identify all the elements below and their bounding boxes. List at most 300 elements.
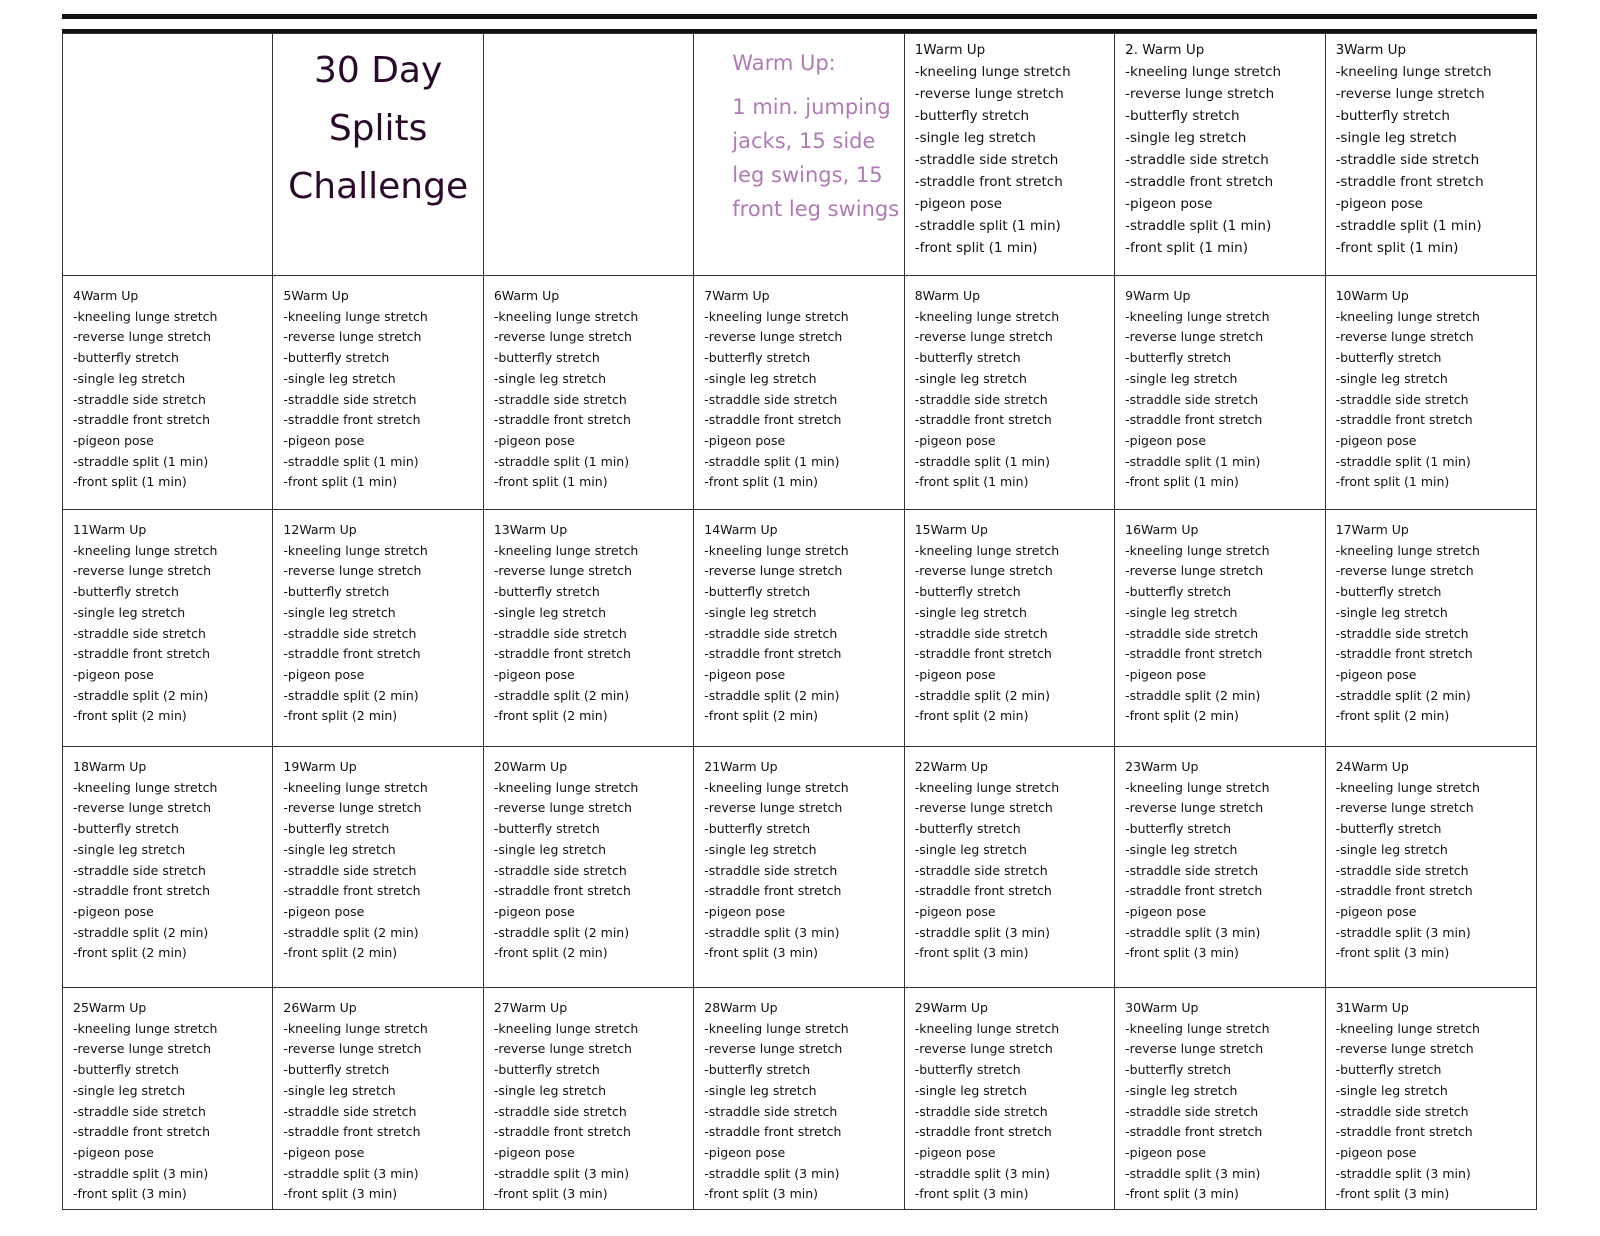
- day-cell: [63, 276, 273, 510]
- exercise-item: -single leg stretch: [73, 604, 186, 620]
- exercise-item: -straddle front stretch: [283, 1124, 421, 1140]
- exercise-item: -butterfly stretch: [1125, 584, 1232, 600]
- title-cell: [273, 34, 483, 276]
- exercise-item: -reverse lunge stretch: [1125, 329, 1264, 345]
- exercise-item: -butterfly stretch: [1125, 108, 1240, 124]
- warm-up-description: 1 min. jumping jacks, 15 side leg swings, 15 front leg swings: [732, 95, 900, 221]
- exercise-item: -kneeling lunge stretch: [1335, 542, 1480, 558]
- day-cell: [484, 988, 694, 1209]
- exercise-item: -pigeon pose: [493, 903, 575, 919]
- exercise-item: -straddle side stretch: [1335, 391, 1469, 407]
- exercise-item: -reverse lunge stretch: [283, 329, 422, 345]
- exercise-item: -straddle side stretch: [704, 1103, 838, 1119]
- exercise-item: -butterfly stretch: [73, 821, 179, 837]
- exercise-item: -front split (1 min): [1335, 240, 1459, 256]
- exercise-item: -reverse lunge stretch: [914, 329, 1053, 345]
- exercise-item: -straddle side stretch: [493, 625, 627, 641]
- day-label: 5Warm Up: [283, 288, 349, 303]
- day-cell: [1326, 34, 1536, 276]
- exercise-item: -kneeling lunge stretch: [704, 542, 849, 558]
- exercise-item: -straddle front stretch: [1125, 174, 1274, 190]
- exercise-item: -front split (1 min): [914, 474, 1029, 490]
- exercise-item: -straddle front stretch: [914, 174, 1063, 190]
- exercise-item: -straddle front stretch: [283, 883, 421, 899]
- day-cell: [694, 276, 904, 510]
- exercise-item: -butterfly stretch: [704, 350, 811, 366]
- exercise-item: -pigeon pose: [1125, 903, 1207, 919]
- day-label: 15Warm Up: [914, 522, 988, 537]
- calendar-grid: [62, 33, 1537, 1210]
- day-label: 20Warm Up: [493, 759, 568, 774]
- exercise-item: -reverse lunge stretch: [914, 86, 1064, 102]
- exercise-item: -butterfly stretch: [1125, 1062, 1232, 1078]
- exercise-item: -single leg stretch: [704, 841, 817, 857]
- exercise-item: -butterfly stretch: [73, 584, 179, 600]
- exercise-item: -butterfly stretch: [1335, 1062, 1442, 1078]
- exercise-item: -straddle split (2 min): [1335, 687, 1471, 703]
- exercise-item: -straddle split (2 min): [73, 924, 209, 940]
- exercise-item: -kneeling lunge stretch: [1125, 308, 1270, 324]
- exercise-item: -butterfly stretch: [73, 1062, 179, 1078]
- exercise-item: -single leg stretch: [283, 370, 396, 386]
- exercise-item: -front split (3 min): [914, 945, 1029, 961]
- day-label: 24Warm Up: [1335, 759, 1409, 774]
- day-label: 6Warm Up: [493, 288, 560, 303]
- exercise-item: -front split (1 min): [704, 474, 819, 490]
- day-label: 31Warm Up: [1335, 1000, 1409, 1015]
- exercise-item: -reverse lunge stretch: [283, 800, 422, 816]
- day-cell: [905, 34, 1115, 276]
- exercise-item: -pigeon pose: [73, 432, 154, 448]
- exercise-item: -straddle side stretch: [1335, 1103, 1469, 1119]
- day-label: 29Warm Up: [914, 1000, 988, 1015]
- exercise-item: -butterfly stretch: [1125, 821, 1232, 837]
- exercise-item: -kneeling lunge stretch: [1335, 1020, 1480, 1036]
- exercise-item: -butterfly stretch: [493, 350, 600, 366]
- exercise-item: -butterfly stretch: [1335, 108, 1450, 124]
- exercise-item: -pigeon pose: [704, 666, 786, 682]
- exercise-item: -straddle front stretch: [704, 883, 842, 899]
- exercise-item: -reverse lunge stretch: [1335, 86, 1485, 102]
- exercise-item: -straddle front stretch: [1335, 174, 1484, 190]
- exercise-item: -straddle split (3 min): [1335, 924, 1471, 940]
- exercise-item: -straddle side stretch: [704, 625, 838, 641]
- exercise-item: -front split (1 min): [283, 474, 398, 490]
- day-cell: [1115, 510, 1325, 747]
- exercise-item: -reverse lunge stretch: [704, 563, 843, 579]
- exercise-item: -straddle side stretch: [914, 1103, 1048, 1119]
- exercise-item: -pigeon pose: [1125, 666, 1207, 682]
- exercise-item: -front split (1 min): [73, 474, 187, 490]
- exercise-item: -single leg stretch: [1335, 130, 1457, 146]
- exercise-item: -straddle split (3 min): [493, 1165, 630, 1181]
- exercise-item: -reverse lunge stretch: [1125, 563, 1264, 579]
- day-label: 16Warm Up: [1125, 522, 1199, 537]
- exercise-item: -straddle side stretch: [493, 862, 627, 878]
- exercise-item: -reverse lunge stretch: [704, 800, 843, 816]
- exercise-item: -front split (2 min): [73, 708, 187, 724]
- day-cell: [1115, 34, 1325, 276]
- exercise-item: -pigeon pose: [283, 903, 365, 919]
- day-label: 10Warm Up: [1335, 288, 1409, 303]
- exercise-item: -butterfly stretch: [914, 108, 1030, 124]
- empty-cell: [484, 34, 694, 276]
- exercise-item: -straddle side stretch: [914, 391, 1048, 407]
- exercise-item: -straddle side stretch: [1335, 625, 1469, 641]
- exercise-item: -kneeling lunge stretch: [493, 308, 639, 324]
- exercise-item: -pigeon pose: [1125, 1144, 1207, 1160]
- exercise-item: -pigeon pose: [1335, 196, 1423, 212]
- exercise-item: -front split (1 min): [1335, 474, 1450, 490]
- exercise-item: -straddle side stretch: [493, 391, 627, 407]
- exercise-item: -straddle split (3 min): [73, 1165, 209, 1181]
- exercise-item: -pigeon pose: [1125, 432, 1207, 448]
- exercise-item: -kneeling lunge stretch: [283, 542, 428, 558]
- exercise-item: -straddle side stretch: [283, 391, 417, 407]
- exercise-item: -straddle split (1 min): [1335, 218, 1482, 234]
- exercise-item: -front split (1 min): [914, 240, 1038, 256]
- day-cell: [1115, 747, 1325, 988]
- exercise-item: -straddle split (3 min): [914, 1165, 1050, 1181]
- day-cell: [484, 747, 694, 988]
- exercise-item: -front split (3 min): [704, 1186, 819, 1202]
- exercise-item: -reverse lunge stretch: [493, 1041, 632, 1057]
- exercise-item: -pigeon pose: [914, 432, 996, 448]
- exercise-item: -pigeon pose: [1335, 903, 1417, 919]
- exercise-item: -single leg stretch: [914, 130, 1036, 146]
- exercise-item: -straddle split (3 min): [1125, 1165, 1261, 1181]
- exercise-item: -kneeling lunge stretch: [73, 308, 218, 324]
- day-cell: [905, 510, 1115, 747]
- top-rule-thick: [62, 14, 1537, 19]
- exercise-item: -reverse lunge stretch: [493, 329, 632, 345]
- exercise-item: -kneeling lunge stretch: [704, 1020, 849, 1036]
- exercise-item: -butterfly stretch: [73, 350, 179, 366]
- exercise-item: -front split (1 min): [1125, 474, 1239, 490]
- exercise-item: -kneeling lunge stretch: [283, 1020, 428, 1036]
- exercise-item: -reverse lunge stretch: [283, 1041, 422, 1057]
- exercise-item: -straddle split (3 min): [704, 1165, 840, 1181]
- exercise-item: -reverse lunge stretch: [283, 563, 422, 579]
- exercise-item: -straddle split (1 min): [914, 453, 1050, 469]
- exercise-item: -straddle side stretch: [914, 862, 1048, 878]
- exercise-item: -straddle side stretch: [1125, 152, 1269, 168]
- day-cell: [484, 276, 694, 510]
- exercise-item: -kneeling lunge stretch: [1125, 1020, 1270, 1036]
- exercise-item: -straddle side stretch: [73, 862, 206, 878]
- exercise-item: -straddle split (1 min): [283, 453, 419, 469]
- exercise-item: -single leg stretch: [493, 1082, 607, 1098]
- exercise-item: -kneeling lunge stretch: [704, 779, 849, 795]
- exercise-item: -single leg stretch: [1335, 604, 1448, 620]
- exercise-item: -single leg stretch: [1335, 1082, 1448, 1098]
- exercise-item: -butterfly stretch: [283, 1062, 390, 1078]
- exercise-item: -single leg stretch: [73, 841, 186, 857]
- exercise-item: -kneeling lunge stretch: [914, 1020, 1060, 1036]
- day-cell: [273, 276, 483, 510]
- exercise-item: -pigeon pose: [493, 666, 575, 682]
- exercise-item: -straddle split (1 min): [1125, 453, 1261, 469]
- exercise-item: -pigeon pose: [914, 903, 996, 919]
- exercise-item: -straddle side stretch: [1335, 152, 1480, 168]
- exercise-item: -straddle side stretch: [73, 625, 206, 641]
- exercise-item: -front split (1 min): [493, 474, 608, 490]
- exercise-item: -reverse lunge stretch: [1335, 329, 1474, 345]
- exercise-item: -butterfly stretch: [283, 821, 390, 837]
- exercise-item: -reverse lunge stretch: [73, 329, 212, 345]
- exercise-item: -pigeon pose: [283, 1144, 365, 1160]
- day-cell: [484, 510, 694, 747]
- exercise-item: -pigeon pose: [73, 666, 154, 682]
- exercise-item: -straddle split (2 min): [73, 687, 209, 703]
- exercise-item: -reverse lunge stretch: [73, 1041, 212, 1057]
- exercise-item: -straddle front stretch: [1335, 883, 1473, 899]
- exercise-item: -reverse lunge stretch: [914, 800, 1053, 816]
- exercise-item: -front split (2 min): [704, 708, 819, 724]
- exercise-item: -straddle split (2 min): [493, 924, 630, 940]
- day-label: 2. Warm Up: [1125, 42, 1205, 58]
- day-label: 17Warm Up: [1335, 522, 1409, 537]
- exercise-item: -single leg stretch: [704, 1082, 817, 1098]
- exercise-item: -front split (2 min): [493, 945, 608, 961]
- exercise-item: -kneeling lunge stretch: [1335, 64, 1492, 80]
- exercise-item: -front split (3 min): [283, 1186, 398, 1202]
- exercise-item: -straddle split (3 min): [704, 924, 840, 940]
- exercise-item: -reverse lunge stretch: [704, 1041, 843, 1057]
- day-cell: [1326, 510, 1536, 747]
- exercise-item: -straddle split (1 min): [1125, 218, 1272, 234]
- day-label: 3Warm Up: [1335, 42, 1407, 58]
- exercise-item: -pigeon pose: [493, 432, 575, 448]
- exercise-item: -straddle side stretch: [73, 1103, 206, 1119]
- exercise-item: -straddle front stretch: [73, 1124, 211, 1140]
- exercise-item: -straddle front stretch: [1125, 412, 1263, 428]
- exercise-item: -single leg stretch: [283, 1082, 396, 1098]
- exercise-item: -pigeon pose: [283, 666, 365, 682]
- exercise-item: -front split (3 min): [1125, 945, 1239, 961]
- day-label: 9Warm Up: [1125, 288, 1191, 303]
- exercise-item: -front split (2 min): [283, 945, 398, 961]
- day-label: 22Warm Up: [914, 759, 988, 774]
- exercise-item: -kneeling lunge stretch: [1125, 779, 1270, 795]
- exercise-item: -straddle front stretch: [283, 646, 421, 662]
- day-label: 8Warm Up: [914, 288, 981, 303]
- exercise-item: -single leg stretch: [493, 841, 607, 857]
- day-cell: [273, 747, 483, 988]
- exercise-item: -reverse lunge stretch: [704, 329, 843, 345]
- exercise-item: -kneeling lunge stretch: [1335, 308, 1480, 324]
- exercise-item: -straddle front stretch: [73, 883, 211, 899]
- exercise-item: -butterfly stretch: [493, 584, 600, 600]
- exercise-item: -front split (2 min): [914, 708, 1029, 724]
- exercise-item: -straddle split (1 min): [1335, 453, 1471, 469]
- exercise-item: -straddle front stretch: [914, 1124, 1052, 1140]
- exercise-item: -single leg stretch: [1125, 370, 1238, 386]
- day-cell: [1115, 276, 1325, 510]
- exercise-item: -straddle side stretch: [704, 391, 838, 407]
- exercise-item: -butterfly stretch: [493, 821, 600, 837]
- day-label: 12Warm Up: [283, 522, 357, 537]
- exercise-item: -single leg stretch: [914, 370, 1027, 386]
- exercise-item: -pigeon pose: [914, 196, 1003, 212]
- day-cell: [694, 988, 904, 1209]
- exercise-item: -straddle side stretch: [1335, 862, 1469, 878]
- exercise-item: -butterfly stretch: [704, 1062, 811, 1078]
- exercise-item: -butterfly stretch: [914, 584, 1021, 600]
- exercise-item: -straddle front stretch: [704, 1124, 842, 1140]
- exercise-item: -single leg stretch: [1335, 370, 1448, 386]
- exercise-item: -straddle side stretch: [283, 1103, 417, 1119]
- exercise-item: -butterfly stretch: [283, 350, 390, 366]
- exercise-item: -kneeling lunge stretch: [1125, 64, 1282, 80]
- exercise-item: -straddle front stretch: [493, 883, 631, 899]
- exercise-item: -kneeling lunge stretch: [493, 1020, 639, 1036]
- exercise-item: -front split (3 min): [1125, 1186, 1239, 1202]
- exercise-item: -straddle side stretch: [914, 625, 1048, 641]
- exercise-item: -pigeon pose: [73, 903, 154, 919]
- exercise-item: -reverse lunge stretch: [73, 800, 212, 816]
- exercise-item: -straddle split (2 min): [914, 687, 1050, 703]
- day-label: 30Warm Up: [1125, 1000, 1199, 1015]
- exercise-item: -straddle front stretch: [493, 646, 631, 662]
- exercise-item: -straddle side stretch: [1125, 1103, 1259, 1119]
- exercise-item: -straddle split (1 min): [73, 453, 209, 469]
- exercise-item: -single leg stretch: [73, 1082, 186, 1098]
- day-label: 27Warm Up: [493, 1000, 568, 1015]
- exercise-item: -butterfly stretch: [914, 821, 1021, 837]
- day-label: 18Warm Up: [73, 759, 147, 774]
- exercise-item: -reverse lunge stretch: [1125, 1041, 1264, 1057]
- day-cell: [273, 510, 483, 747]
- day-cell: [1115, 988, 1325, 1209]
- exercise-item: -kneeling lunge stretch: [493, 542, 639, 558]
- exercise-item: -straddle split (3 min): [914, 924, 1050, 940]
- exercise-item: -straddle front stretch: [914, 646, 1052, 662]
- warm-up-heading: Warm Up:: [732, 51, 836, 75]
- exercise-item: -straddle side stretch: [1125, 391, 1259, 407]
- exercise-item: -front split (3 min): [914, 1186, 1029, 1202]
- exercise-item: -straddle front stretch: [283, 412, 421, 428]
- page-title: 30 Day Splits Challenge: [288, 50, 469, 207]
- exercise-item: -straddle front stretch: [73, 646, 211, 662]
- exercise-item: -reverse lunge stretch: [73, 563, 212, 579]
- day-cell: [905, 988, 1115, 1209]
- exercise-item: -butterfly stretch: [704, 821, 811, 837]
- exercise-item: -front split (2 min): [493, 708, 608, 724]
- day-cell: [63, 747, 273, 988]
- exercise-item: -kneeling lunge stretch: [73, 1020, 218, 1036]
- day-cell: [694, 510, 904, 747]
- day-label: 7Warm Up: [704, 288, 770, 303]
- exercise-item: -pigeon pose: [493, 1144, 575, 1160]
- exercise-item: -reverse lunge stretch: [1335, 800, 1474, 816]
- exercise-item: -straddle split (2 min): [283, 924, 419, 940]
- exercise-item: -pigeon pose: [73, 1144, 154, 1160]
- exercise-item: -reverse lunge stretch: [1125, 800, 1264, 816]
- exercise-item: -straddle front stretch: [1335, 412, 1473, 428]
- exercise-item: -kneeling lunge stretch: [704, 308, 849, 324]
- day-label: 1Warm Up: [914, 42, 986, 58]
- exercise-item: -kneeling lunge stretch: [283, 308, 428, 324]
- exercise-item: -butterfly stretch: [914, 350, 1021, 366]
- exercise-item: -front split (2 min): [1125, 708, 1239, 724]
- exercise-item: -kneeling lunge stretch: [73, 542, 218, 558]
- exercise-item: -straddle side stretch: [1125, 625, 1259, 641]
- exercise-item: -straddle front stretch: [914, 412, 1052, 428]
- exercise-item: -kneeling lunge stretch: [493, 779, 639, 795]
- exercise-item: -straddle split (1 min): [704, 453, 840, 469]
- exercise-item: -pigeon pose: [914, 1144, 996, 1160]
- exercise-item: -kneeling lunge stretch: [1335, 779, 1480, 795]
- day-cell: [63, 988, 273, 1209]
- exercise-item: -single leg stretch: [493, 604, 607, 620]
- exercise-item: -straddle front stretch: [704, 646, 842, 662]
- day-cell: [273, 988, 483, 1209]
- exercise-item: -pigeon pose: [1335, 666, 1417, 682]
- exercise-item: -reverse lunge stretch: [1125, 86, 1275, 102]
- exercise-item: -pigeon pose: [914, 666, 996, 682]
- exercise-item: -kneeling lunge stretch: [283, 779, 428, 795]
- exercise-item: -kneeling lunge stretch: [914, 779, 1060, 795]
- day-cell: [905, 276, 1115, 510]
- exercise-item: -pigeon pose: [283, 432, 365, 448]
- exercise-item: -straddle front stretch: [493, 412, 631, 428]
- day-cell: [905, 747, 1115, 988]
- exercise-item: -straddle side stretch: [704, 862, 838, 878]
- exercise-item: -straddle split (1 min): [914, 218, 1061, 234]
- exercise-item: -kneeling lunge stretch: [914, 64, 1071, 80]
- exercise-item: -straddle split (2 min): [1125, 687, 1261, 703]
- exercise-item: -straddle front stretch: [914, 883, 1052, 899]
- exercise-item: -straddle side stretch: [283, 862, 417, 878]
- exercise-item: -kneeling lunge stretch: [914, 542, 1060, 558]
- exercise-item: -single leg stretch: [493, 370, 607, 386]
- day-label: 21Warm Up: [704, 759, 778, 774]
- exercise-item: -front split (2 min): [73, 945, 187, 961]
- exercise-item: -front split (3 min): [493, 1186, 608, 1202]
- exercise-item: -straddle split (3 min): [283, 1165, 419, 1181]
- exercise-item: -reverse lunge stretch: [493, 563, 632, 579]
- day-label: 14Warm Up: [704, 522, 778, 537]
- exercise-item: -pigeon pose: [704, 903, 786, 919]
- exercise-item: -pigeon pose: [704, 1144, 786, 1160]
- day-cell: [1326, 747, 1536, 988]
- exercise-item: -straddle split (3 min): [1335, 1165, 1471, 1181]
- exercise-item: -butterfly stretch: [914, 1062, 1021, 1078]
- exercise-item: -pigeon pose: [1335, 432, 1417, 448]
- exercise-item: -front split (2 min): [283, 708, 398, 724]
- exercise-item: -front split (3 min): [73, 1186, 187, 1202]
- exercise-item: -straddle side stretch: [1125, 862, 1259, 878]
- exercise-item: -single leg stretch: [283, 841, 396, 857]
- exercise-item: -straddle split (2 min): [283, 687, 419, 703]
- exercise-item: -straddle side stretch: [283, 625, 417, 641]
- exercise-item: -single leg stretch: [73, 370, 186, 386]
- day-label: 19Warm Up: [283, 759, 357, 774]
- day-label: 23Warm Up: [1125, 759, 1199, 774]
- day-cell: [694, 747, 904, 988]
- exercise-item: -butterfly stretch: [283, 584, 390, 600]
- exercise-item: -straddle front stretch: [704, 412, 842, 428]
- exercise-item: -kneeling lunge stretch: [73, 779, 218, 795]
- exercise-item: -straddle front stretch: [73, 412, 211, 428]
- warm-up-note: [694, 34, 904, 276]
- exercise-item: -kneeling lunge stretch: [914, 308, 1060, 324]
- exercise-item: -straddle front stretch: [1335, 1124, 1473, 1140]
- exercise-item: -single leg stretch: [914, 841, 1027, 857]
- exercise-item: -reverse lunge stretch: [1335, 1041, 1474, 1057]
- exercise-item: -front split (3 min): [1335, 1186, 1450, 1202]
